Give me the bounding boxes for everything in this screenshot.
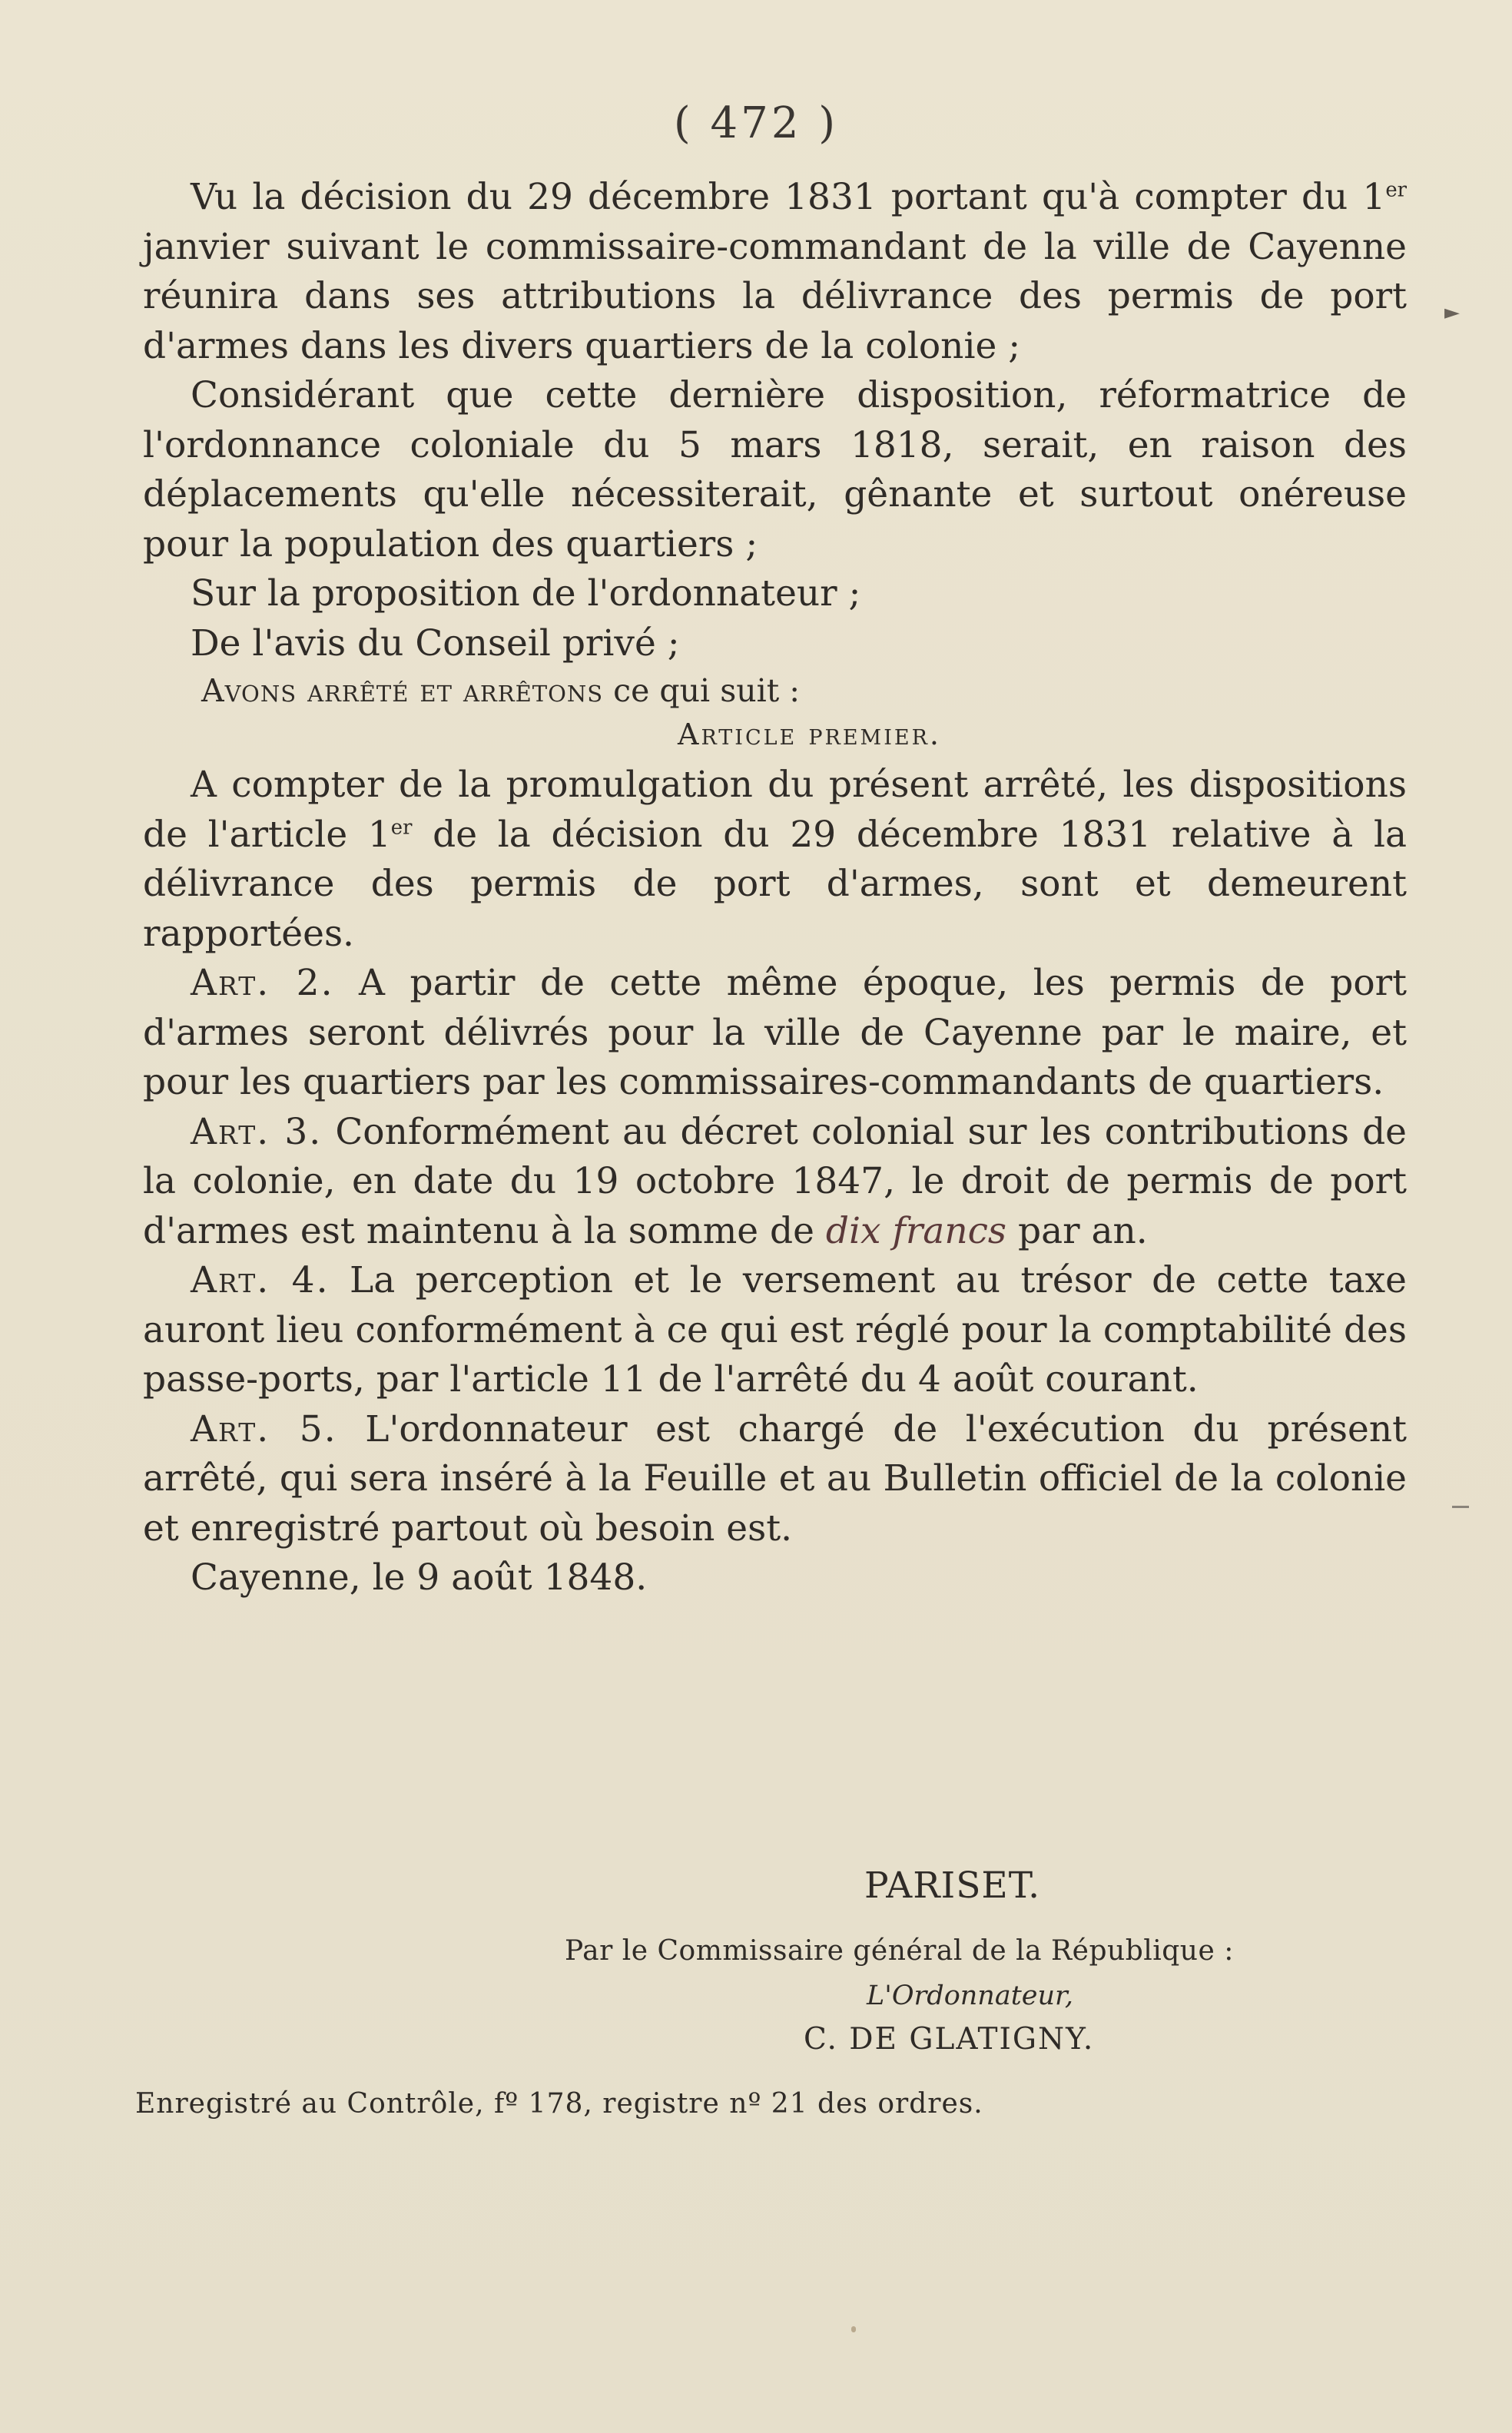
countersignature: C. DE GLATIGNY. [804,2022,1095,2057]
date-line: Cayenne, le 9 août 1848. [191,1556,648,1599]
article-3 [143,1108,1407,1257]
article-1-text-b: de la décision du 29 décembre 1831 relative à la délivrance des permis de port d'armes, sont et demeurent rapportées. [143,813,1407,955]
paragraph-text-continued: janvier suivant le commissaire-commandant de la ville de Cayenne réunira dans ses attributions la délivrance des permis de port d'armes dans les divers quartiers de la colonie ; [143,225,1407,367]
avons-arrete-rest: ce qui suit : [603,672,801,709]
article-3-label: Art. 3. [191,1110,323,1153]
margin-dash [1452,1506,1469,1508]
article-2-text: A partir de cette même époque, les permis de port d'armes seront délivrés pour la ville de Cayenne par le maire, et pour les quartiers par les commissaires-commandants de quartiers. [143,962,1407,1103]
article-4-text: La perception et le versement au trésor de cette taxe auront lieu conformément à ce qui est réglé pour la comptabilité des passe-ports, par l'article 11 de l'arrêté du 4 août courant. [143,1259,1407,1400]
article-4-label: Art. 4. [191,1259,330,1301]
avons-arrete-smallcaps: Avons arrêté et arrêtons [201,672,604,709]
margin-mark: ► [1444,301,1460,324]
article-1-superscript: er [390,815,413,839]
article-5-text: L'ordonnateur est chargé de l'exécution du présent arrêté, qui sera inséré à la Feuille et au Bulletin officiel de la colonie et enregistré partout où besoin est. [143,1407,1407,1550]
article-3-text-b: par an. [1006,1209,1148,1252]
paragraph-avons-arrete [143,668,1407,713]
article-4 [143,1256,1407,1405]
superscript-er: er [1385,178,1407,202]
paragraph-text: Vu la décision du 29 décembre 1831 portant qu'à compter du 1 [191,176,1386,218]
page-number: ( 472 ) [673,98,839,148]
article-3-text-a: Conformément au décret colonial sur les contributions de la colonie, en date du 19 octobre 1847, le droit de permis de port d'armes est maintenu à la somme de [143,1110,1407,1252]
registration-note: Enregistré au Contrôle, fº 178, registre nº 21 des ordres. [135,2088,983,2120]
article-2 [143,959,1407,1108]
article-3-italic-amount: dix francs [825,1209,1007,1252]
article-5-label: Art. 5. [191,1407,337,1450]
paper-speck [851,2326,856,2332]
paragraph-considerant: Considérant que cette dernière disposition, réformatrice de l'ordonnance coloniale du 5 mars 1818, serait, en raison des déplacements qu'elle nécessiterait, gênante et surtout onéreuse pour la population des quartiers ; [143,374,1407,565]
signature-pariset: PARISET. [864,1865,1041,1907]
decree-body [143,173,1407,1603]
ordonnateur-title: L'Ordonnateur, [867,1981,1074,2011]
article-2-label: Art. 2. [191,962,334,1004]
article-5 [143,1405,1407,1554]
paragraph-de-lavis: De l'avis du Conseil privé ; [191,622,680,665]
paragraph-vu-la-decision [143,173,1407,371]
par-le-commissaire: Par le Commissaire général de la République : [565,1935,1234,1967]
article-1-text [143,761,1407,959]
article-premier-heading: Article premier. [678,718,941,751]
paragraph-sur-la-proposition: Sur la proposition de l'ordonnateur ; [191,572,861,615]
article-1-text-a: A compter de la promulgation du présent arrêté, les dispositions de l'article 1 [143,764,1407,856]
